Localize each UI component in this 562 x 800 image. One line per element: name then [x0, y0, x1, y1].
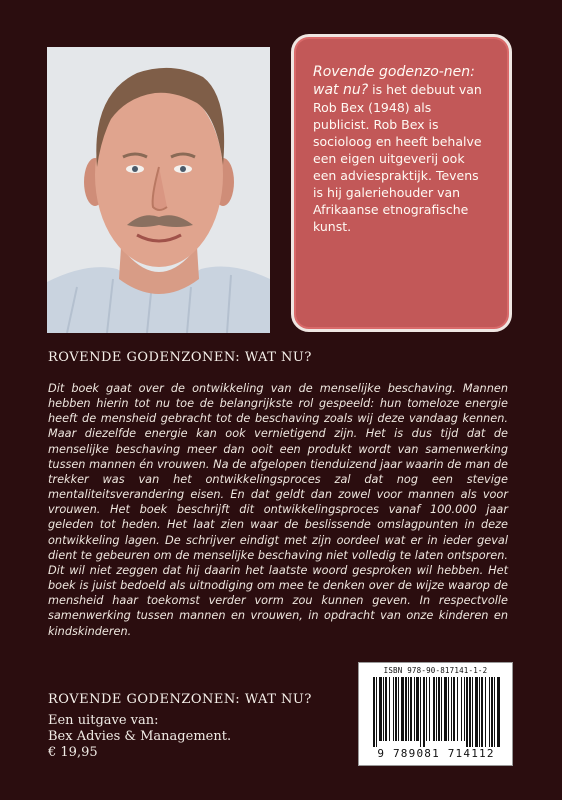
barcode-bar [410, 677, 412, 741]
barcode-bar [401, 677, 404, 741]
barcode-bar [444, 677, 447, 741]
barcode-bar [383, 677, 384, 741]
publisher-line: Een uitgave van: [48, 713, 159, 728]
bio-book-title: Rovende godenzo-nen: wat nu? [313, 64, 475, 98]
barcode-bar [457, 677, 458, 741]
barcode-bar [464, 677, 465, 741]
barcode-bar [423, 677, 425, 747]
barcode-bars [373, 677, 500, 747]
author-bio-box [291, 34, 512, 332]
bio-text: is het debuut van Rob Bex (1948) als publicist. Rob Bex is socioloog en heeft behalve een eigen uitgeverij ook een adviespraktijk. Tevens is hij galeriehouder van Afrikaanse etnografische kunst. [313, 82, 482, 234]
barcode-bar [426, 677, 427, 741]
footer-title: ROVENDE GODENZONEN: WAT NU? [48, 692, 312, 707]
barcode-bar [479, 677, 480, 747]
barcode-bar [389, 677, 390, 741]
barcode-bar [376, 677, 377, 747]
barcode-bar [393, 677, 394, 741]
barcode-bar [489, 677, 490, 747]
barcode-bar [414, 677, 415, 741]
publisher-name: Bex Advies & Management. [48, 729, 232, 744]
barcode-bar [438, 677, 440, 741]
barcode-bar [416, 677, 419, 741]
barcode-bar [469, 677, 471, 747]
barcode-bar [395, 677, 397, 741]
author-photo [47, 47, 270, 333]
barcode-bar [385, 677, 387, 741]
barcode-bar [453, 677, 455, 741]
book-title-heading: ROVENDE GODENZONEN: WAT NU? [48, 350, 312, 365]
barcode-bar [448, 677, 449, 741]
barcode-bar [420, 677, 421, 747]
barcode-bar [436, 677, 437, 741]
barcode-bar [451, 677, 452, 741]
barcode-bar [466, 677, 468, 747]
barcode-bar [441, 677, 442, 741]
isbn-number: ISBN 978-90-817141-1-2 [383, 666, 488, 675]
publisher-info [48, 692, 348, 761]
barcode-bar [433, 677, 435, 741]
barcode-bar [379, 677, 382, 741]
author-bio [313, 63, 491, 235]
barcode-bar [461, 677, 462, 741]
barcode-bar [373, 677, 375, 747]
barcode-bar [494, 677, 495, 747]
barcode-bar [472, 677, 473, 747]
price: € 19,95 [48, 745, 98, 760]
barcode-bar [429, 677, 430, 741]
isbn-barcode [358, 662, 513, 766]
barcode-bar [405, 677, 407, 741]
barcode-bar [481, 677, 483, 747]
barcode-bar [491, 677, 493, 747]
barcode-bar [408, 677, 409, 741]
barcode-bar [497, 677, 500, 747]
barcode-bar [485, 677, 486, 747]
barcode-bar [475, 677, 478, 747]
book-description: Dit boek gaat over de ontwikkeling van de menselijke beschaving. Mannen hebben hierin tot nu toe de belangrijkste rol gespeeld: hun tomeloze energie heeft de mensheid gebracht tot de beschaving zoals wij deze vandaag kennen. Maar diezelfde energie kan ook vernietigend zijn. Het is dus tijd dat de menselijke beschaving meer dan ooit een produkt wordt van samenwerking tussen mannen én vrouwen. Na de afgelopen tienduizend jaar waarin de man de trekker was van het ontwikkelingsproces zal dat nog een stevige mentaliteitsverandering eisen. En dat geldt dan zowel voor mannen als voor vrouwen. Het boek beschrijft dit ontwikkelingsproces vanaf 100.000 jaar geleden tot heden. Het laat zien waar de beslissende omslagpunten in deze ontwikkeling lagen. De schrijver eindigt met zijn oordeel wat er in ieder geval dient te gebeuren om de menselijke beschaving niet volledig te laten ontsporen. Dit wil niet zeggen dat hij daarin het laatste woord gesproken wil hebben. Het boek is juist bedoeld als uitnodiging om mee te denken over de wijze waarop de mensheid haar toekomst verder vorm zou kunnen geven. In respectvolle samenwerking tussen mannen en vrouwen, in opdracht van onze kinderen en kindskinderen. [48, 382, 508, 638]
barcode-bar [398, 677, 399, 741]
ean-number: 9 789081 714112 [377, 747, 495, 760]
